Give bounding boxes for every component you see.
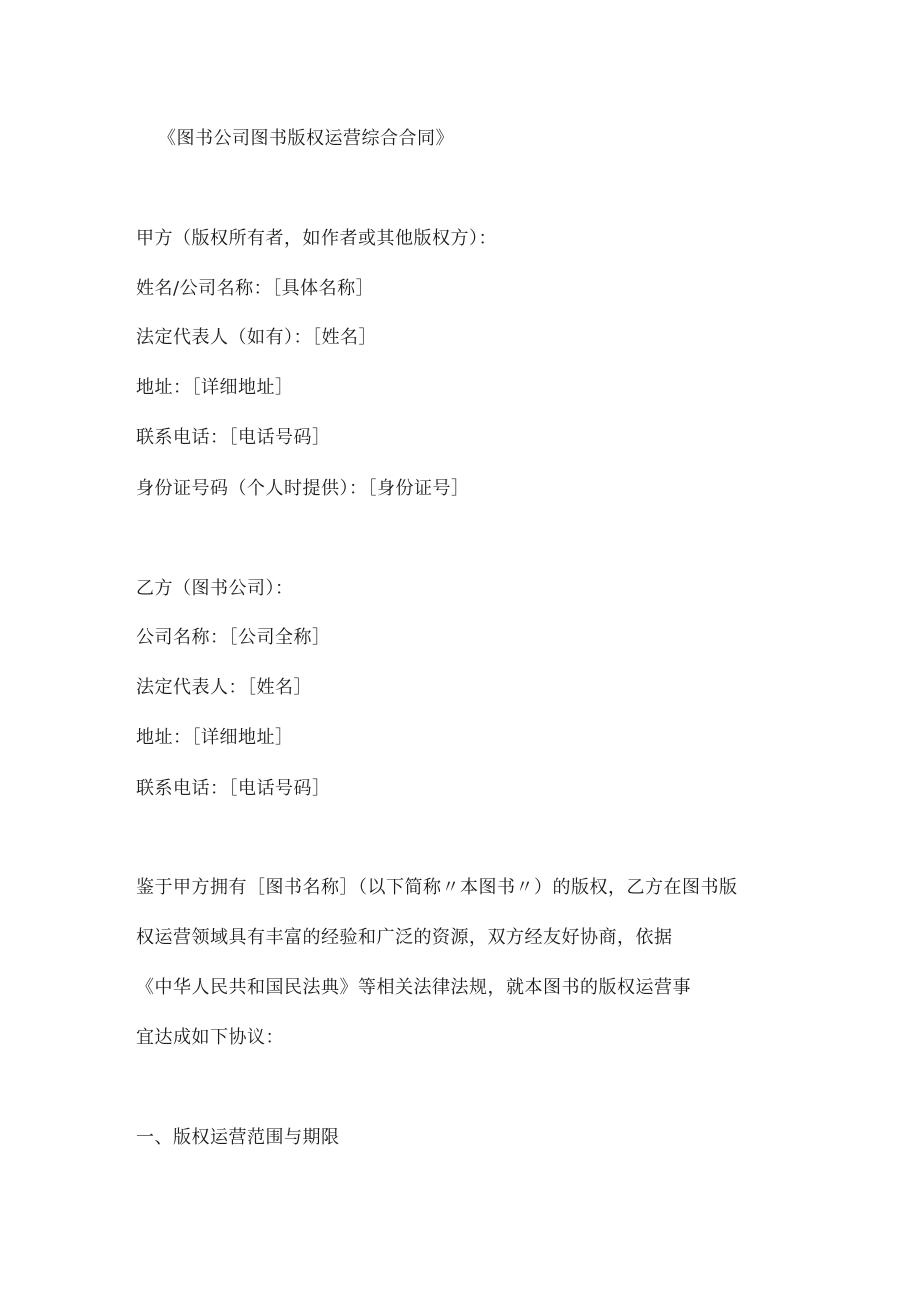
- party-b-name: 公司名称：［公司全称］: [136, 627, 331, 648]
- preamble-line: 《中华人民共和国民法典》等相关法律法规，就本图书的版权运营事: [136, 977, 691, 998]
- party-b-representative: 法定代表人：［姓名］: [136, 677, 312, 698]
- party-b-phone: 联系电话：［电话号码］: [136, 778, 331, 799]
- party-b-address: 地址：［详细地址］: [136, 727, 294, 748]
- document-title: 《图书公司图书版权运营综合合同》: [158, 128, 454, 149]
- section-1-heading: 一、版权运营范围与期限: [136, 1127, 340, 1148]
- party-b-heading: 乙方（图书公司）：: [136, 578, 294, 599]
- party-a-address: 地址：［详细地址］: [136, 377, 294, 398]
- party-a-name: 姓名/公司名称：［具体名称］: [136, 278, 375, 299]
- preamble-line: 宜达成如下协议：: [136, 1027, 284, 1048]
- party-a-heading: 甲方（版权所有者，如作者或其他版权方）：: [136, 228, 497, 249]
- party-a-representative: 法定代表人（如有）：［姓名］: [136, 327, 377, 348]
- preamble-line: 鉴于甲方拥有［图书名称］（以下简称〃本图书〃）的版权，乙方在图书版: [136, 877, 738, 898]
- preamble-line: 权运营领域具有丰富的经验和广泛的资源，双方经友好协商，依据: [136, 927, 673, 948]
- party-a-id-number: 身份证号码（个人时提供）：［身份证号］: [136, 478, 470, 499]
- party-a-phone: 联系电话：［电话号码］: [136, 427, 331, 448]
